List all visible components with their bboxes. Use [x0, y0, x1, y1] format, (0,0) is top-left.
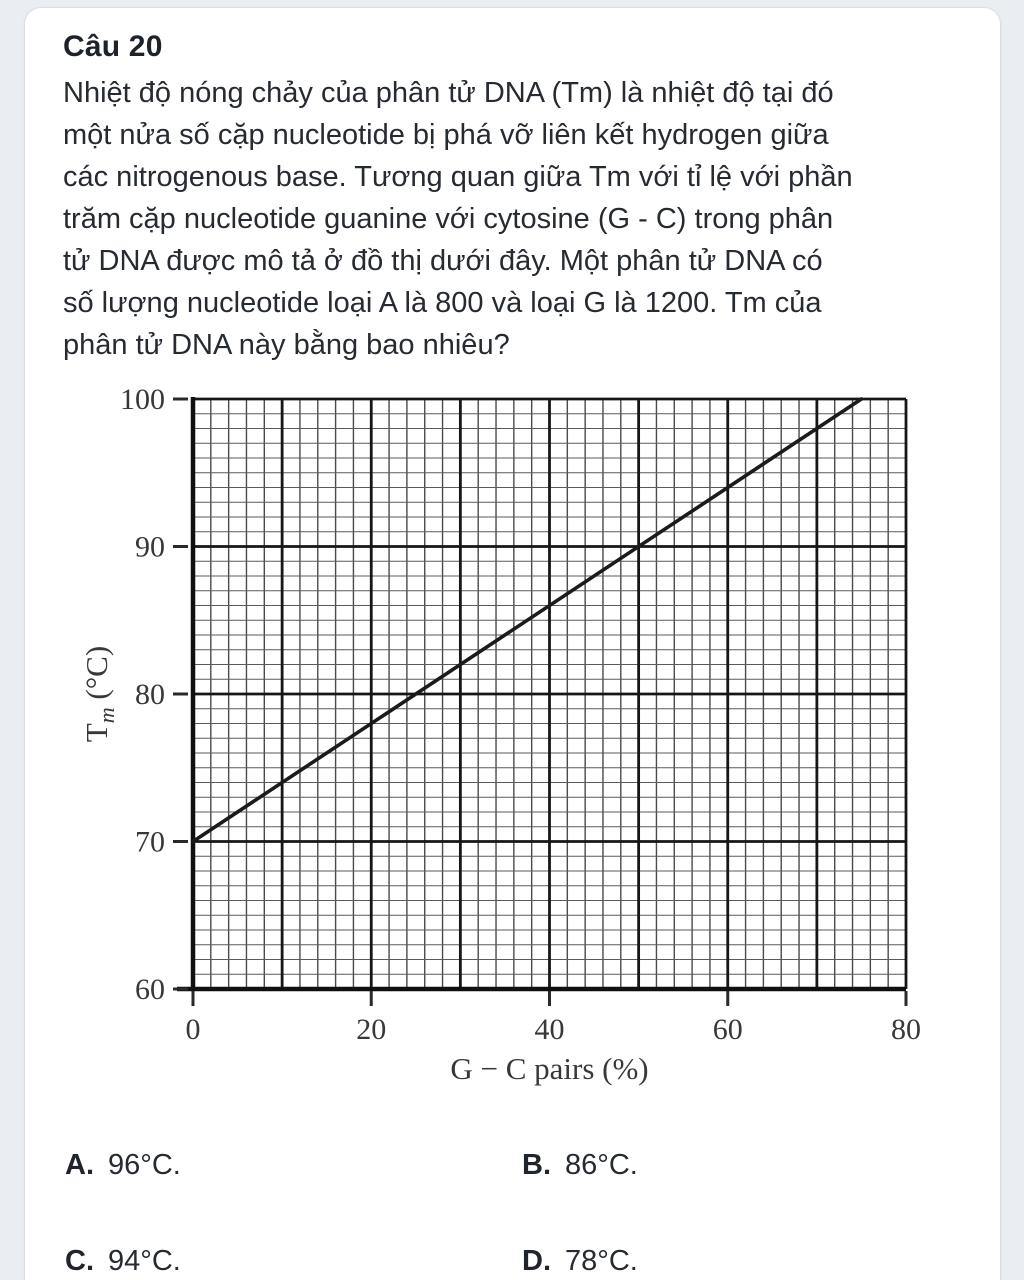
question-line: tử DNA được mô tả ở đồ thị dưới đây. Một phân tử DNA có — [63, 245, 823, 277]
svg-text:60: 60 — [712, 1013, 743, 1046]
svg-text:80: 80 — [135, 678, 165, 711]
option-a[interactable] — [65, 1148, 522, 1182]
svg-text:70: 70 — [135, 825, 165, 859]
x-axis-label: G − C pairs (%) — [450, 1051, 649, 1086]
tm-vs-gc-line-chart — [63, 379, 1003, 1091]
svg-text:100: 100 — [120, 383, 165, 416]
svg-text:60: 60 — [135, 973, 165, 1006]
option-a-letter: A. — [65, 1149, 94, 1181]
option-d-value: 78°C. — [565, 1245, 638, 1277]
option-c-letter: C. — [65, 1245, 94, 1277]
question-line: một nửa số cặp nucleotide bị phá vỡ liên kết hydrogen giữa — [63, 119, 829, 151]
question-line: số lượng nucleotide loại A là 800 và loại G là 1200. Tm của — [63, 287, 822, 319]
option-c[interactable] — [65, 1244, 522, 1278]
answer-options — [65, 1148, 970, 1278]
y-axis-label: $T_m$ (°C) — [79, 645, 119, 743]
question-number: Câu 20 — [63, 30, 163, 63]
option-b-value: 86°C. — [565, 1149, 638, 1181]
svg-text:80: 80 — [891, 1013, 921, 1046]
svg-text:20: 20 — [356, 1013, 387, 1046]
option-a-value: 96°C. — [108, 1149, 181, 1181]
question-text — [63, 72, 970, 366]
tm-gc-chart-container — [63, 379, 970, 1096]
option-d[interactable] — [522, 1244, 970, 1278]
question-line: phân tử DNA này bằng bao nhiêu? — [63, 329, 510, 361]
question-line: trăm cặp nucleotide guanine với cytosine (G - C) trong phân — [63, 203, 834, 235]
svg-text:90: 90 — [135, 530, 165, 564]
question-card — [25, 8, 1000, 1280]
question-line: Nhiệt độ nóng chảy của phân tử DNA (Tm) là nhiệt độ tại đó — [63, 77, 834, 109]
option-c-value: 94°C. — [108, 1245, 181, 1277]
question-line: các nitrogenous base. Tương quan giữa Tm với tỉ lệ với phần — [63, 161, 853, 193]
svg-text:40: 40 — [534, 1013, 565, 1046]
option-b-letter: B. — [522, 1149, 551, 1181]
option-d-letter: D. — [522, 1245, 551, 1277]
svg-text:0: 0 — [185, 1013, 201, 1046]
option-b[interactable] — [522, 1148, 970, 1182]
